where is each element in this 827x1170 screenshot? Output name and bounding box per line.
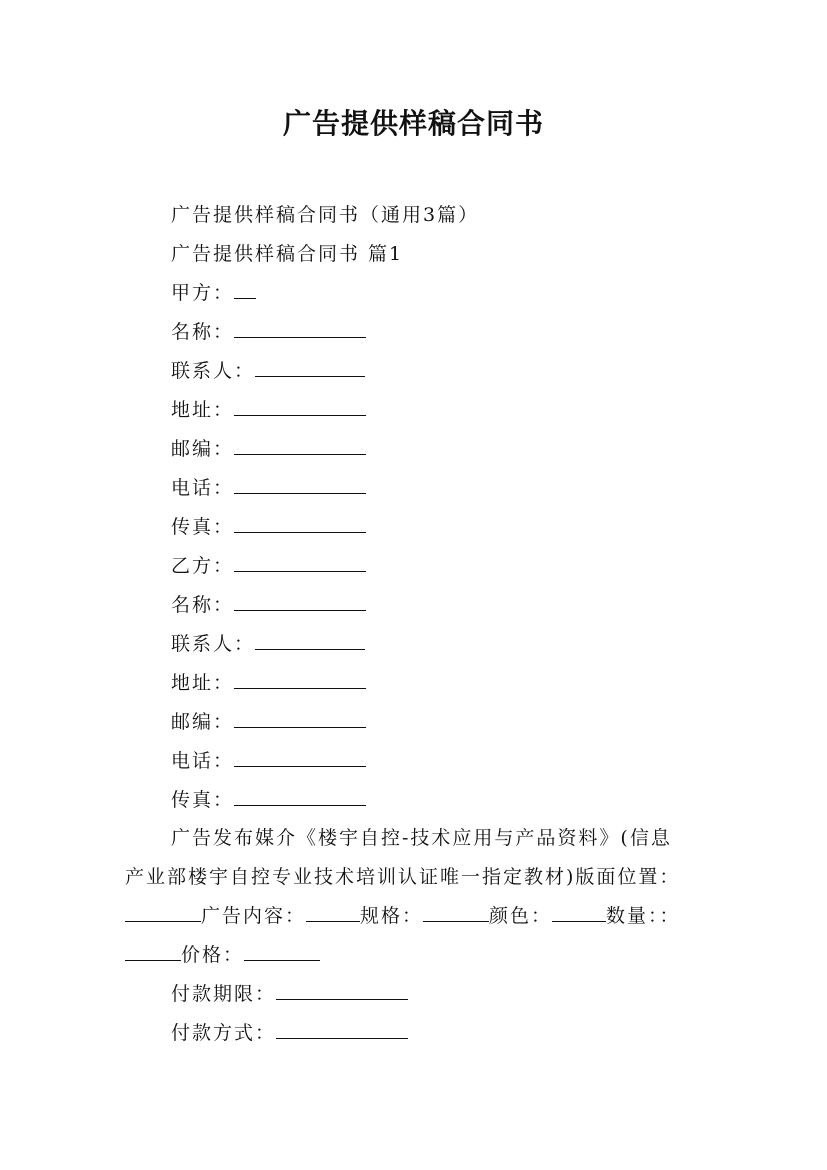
party-a-blank [234,279,256,299]
party-b-contact-label: 联系人： [171,633,256,655]
color-label: 颜色： [489,905,553,927]
party-a-label: 甲方： [171,282,235,304]
party-b-name-label: 名称： [171,594,235,616]
ad-paragraph-line-1: 广告发布媒介《楼宇自控-技术应用与产品资料》(信息 [171,827,672,849]
position-blank [125,902,201,922]
party-a-field-line [171,512,366,539]
section-heading: 广告提供样稿合同书 篇1 [171,243,404,265]
party-a-postcode-blank [234,435,366,455]
party-a-name-blank [234,318,366,338]
party-a-field-line [171,395,366,422]
party-a-contact-label: 联系人： [171,360,256,382]
party-b-phone-blank [234,747,366,767]
party-b-fax-label: 传真： [171,789,235,811]
payment-term-line [171,979,408,1006]
party-a-name-label: 名称： [171,321,235,343]
payment-method-line [171,1018,408,1045]
party-a-address-blank [234,396,366,416]
party-b-field-line [171,785,366,812]
party-b-line [171,551,366,578]
party-a-postcode-label: 邮编： [171,438,235,460]
party-b-name-blank [234,591,366,611]
party-b-postcode-blank [234,708,366,728]
party-b-label: 乙方： [171,555,235,577]
color-blank [552,902,606,922]
party-b-field-line [171,707,366,734]
payment-term-blank [276,980,408,1000]
ad-paragraph-line-4 [125,940,719,967]
party-a-phone-label: 电话： [171,477,235,499]
party-a-fax-label: 传真： [171,516,235,538]
document-subtitle: 广告提供样稿合同书（通用3篇） [171,204,480,226]
payment-method-blank [276,1019,408,1039]
payment-method-label: 付款方式： [171,1022,277,1044]
party-b-address-label: 地址： [171,672,235,694]
spec-blank [423,902,489,922]
content-blank [306,902,360,922]
party-a-address-label: 地址： [171,399,235,421]
payment-term-label: 付款期限： [171,983,277,1005]
party-a-line [171,278,256,305]
content-label: 广告内容： [201,905,307,927]
quantity-blank [125,941,181,961]
quantity-label: 数量：： [606,905,681,927]
ad-paragraph-line-2: 产业部楼宇自控专业技术培训认证唯一指定教材)版面位置： [125,866,681,888]
party-b-contact-blank [255,630,365,650]
price-blank [244,941,320,961]
ad-paragraph-line-3 [125,901,719,928]
party-a-field-line [171,356,365,383]
party-a-fax-blank [234,513,366,533]
party-b-field-line [171,668,366,695]
party-b-postcode-label: 邮编： [171,711,235,733]
price-label: 价格： [181,944,245,966]
party-b-phone-label: 电话： [171,750,235,772]
party-a-field-line [171,473,366,500]
party-b-field-line [171,629,365,656]
party-b-field-line [171,590,366,617]
party-a-phone-blank [234,474,366,494]
party-b-fax-blank [234,786,366,806]
document-title: 广告提供样稿合同书 [282,107,544,140]
party-b-address-blank [234,669,366,689]
party-b-field-line [171,746,366,773]
party-a-field-line [171,434,366,461]
party-a-field-line [171,317,366,344]
spec-label: 规格： [360,905,424,927]
party-b-blank [234,552,366,572]
party-a-contact-blank [255,357,365,377]
